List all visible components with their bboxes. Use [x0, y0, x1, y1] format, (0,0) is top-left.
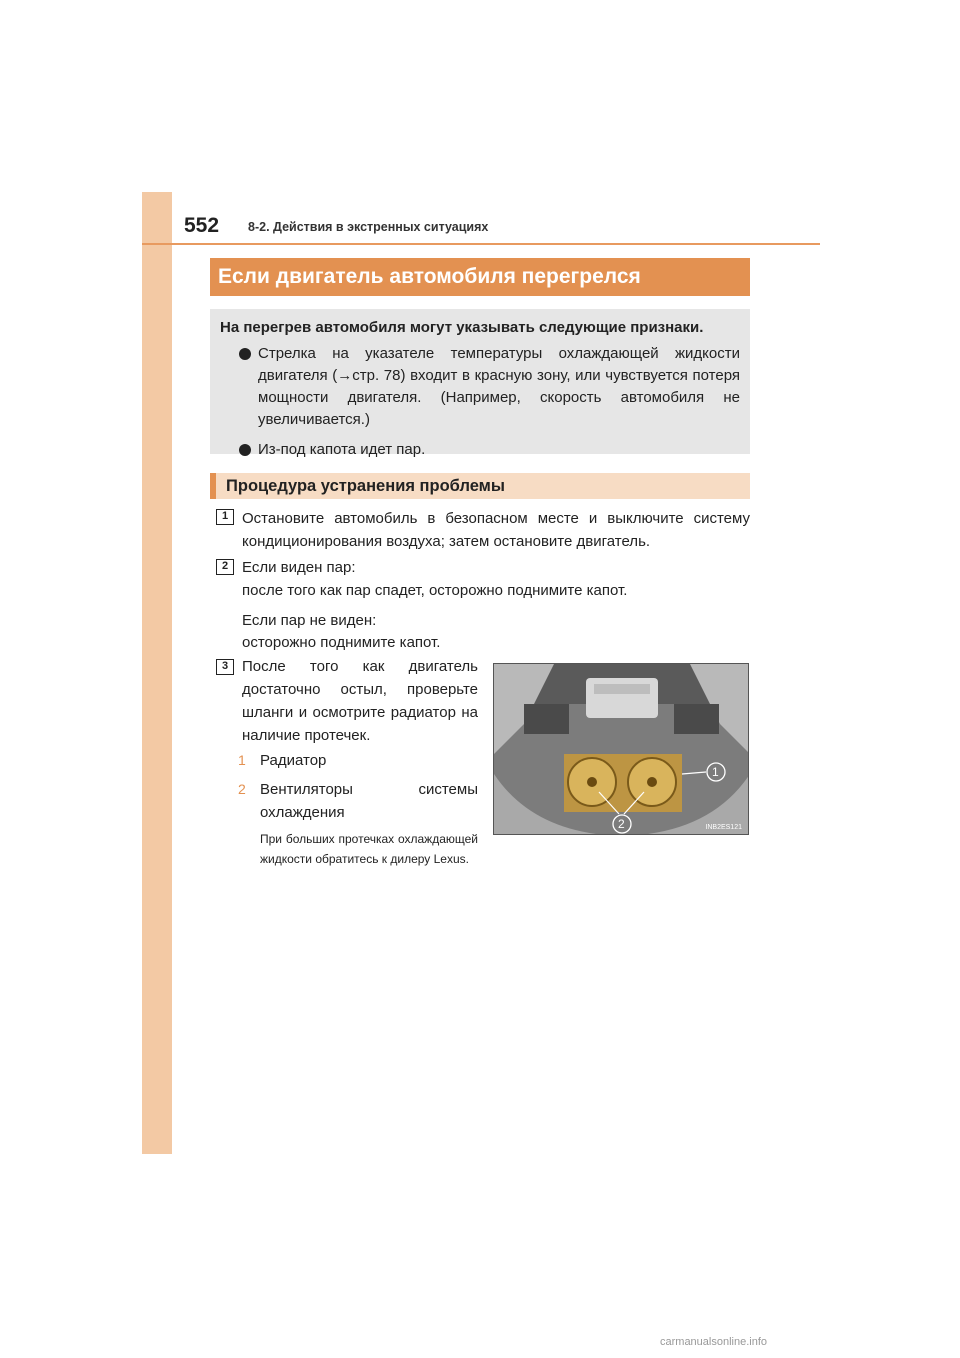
item-label-fans: Вентиляторы системы охлаждения — [260, 781, 478, 821]
bullet-text: Из-под капота идет пар. — [258, 441, 426, 458]
engine-bay-photo — [493, 663, 749, 835]
callout-1: 1 — [712, 765, 719, 779]
step-badge: 3 — [216, 659, 234, 675]
step-2-text-a: Если виден пар: — [242, 559, 356, 576]
callout-2: 2 — [618, 817, 625, 831]
page-number: 552 — [184, 214, 220, 237]
note-text: При больших протечках охлаждающей жидкости обратитесь к дилеру Lexus. — [260, 832, 478, 866]
item-number-1: 1 — [238, 752, 246, 768]
watermark: carmanualsonline.info — [660, 1336, 768, 1348]
procedure-title: Процедура устранения проблемы — [210, 473, 750, 499]
bullet-dot-icon — [239, 348, 251, 360]
step-badge: 2 — [216, 559, 234, 575]
step-2-text-c: Если пар не виден: — [242, 612, 377, 629]
bullet-dot-icon — [239, 444, 251, 456]
step-1-text: Остановите автомобиль в безопасном месте и выключите систему кондиционирования воздуха; затем остановите двигатель. — [242, 510, 750, 550]
side-band — [142, 192, 172, 1154]
engine-bay-illustration — [494, 664, 749, 835]
item-label-radiator: Радиатор — [260, 752, 327, 769]
step-3-text: После того как двигатель достаточно остыл, проверьте шланги и осмотрите радиатор на наличие протечек. — [242, 658, 478, 744]
bullet-item — [220, 343, 740, 431]
section-title: Если двигатель автомобиля перегрелся — [210, 258, 750, 296]
info-box — [210, 309, 750, 458]
header-divider — [142, 243, 820, 245]
chapter-title: 8-2. Действия в экстренных ситуациях — [248, 220, 489, 234]
bullet-text: Стрелка на указателе температуры охлаждающей жидкости двигателя (→стр. 78) входит в красную зону, или чувствуется потеря мощности двигателя. (Например, скорость автомобиля не увеличивается.) — [258, 345, 740, 428]
photo-code: INB2ES121 — [705, 824, 742, 831]
item-number-2: 2 — [238, 781, 246, 797]
page-header — [184, 214, 824, 246]
bullet-item — [220, 439, 740, 461]
info-intro: На перегрев автомобиля могут указывать следующие признаки. — [220, 319, 704, 336]
step-badge: 1 — [216, 509, 234, 525]
step-2-text-d: осторожно поднимите капот. — [242, 634, 441, 651]
step-2-text-b: после того как пар спадет, осторожно поднимите капот. — [242, 582, 628, 599]
